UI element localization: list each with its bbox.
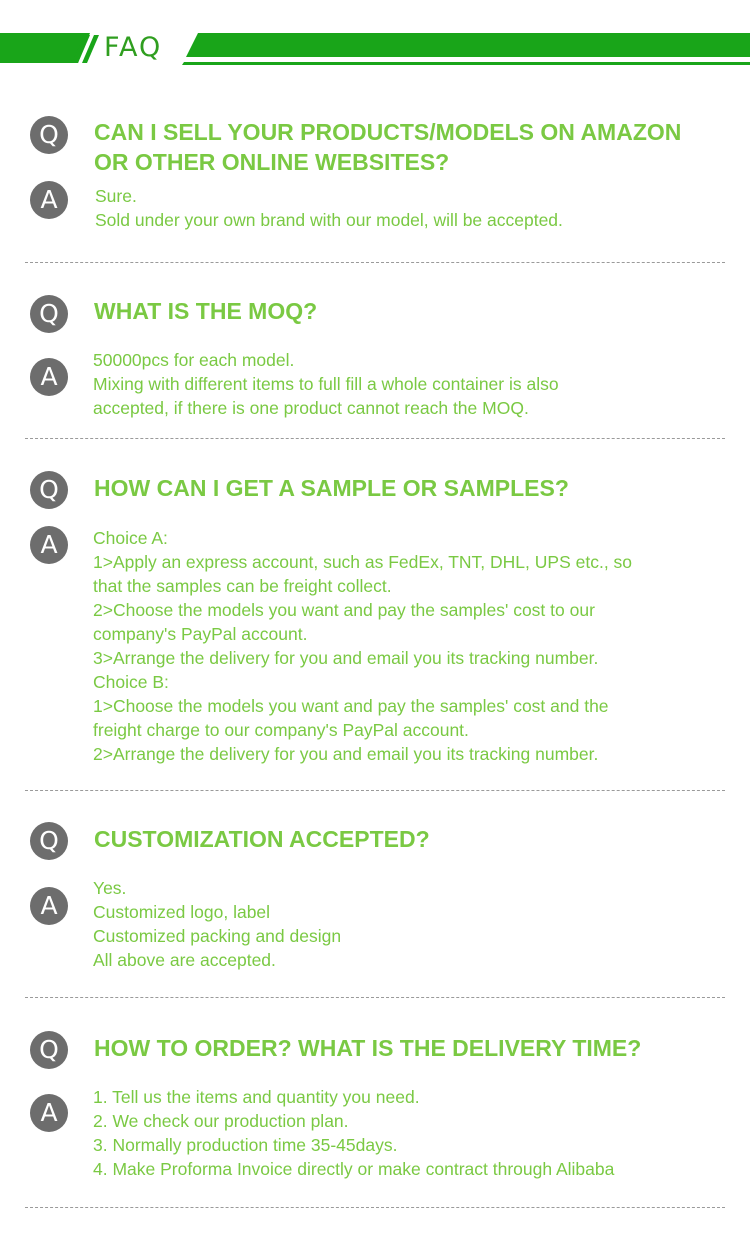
answer-badge: A — [30, 1094, 68, 1132]
section-divider — [25, 438, 725, 439]
answer-text — [95, 184, 670, 232]
answer-line: Customized packing and design — [93, 926, 342, 946]
answer-text — [93, 348, 670, 420]
answer-line: 3. Normally production time 35-45days. — [93, 1135, 398, 1155]
answer-text — [93, 876, 670, 972]
answer-badge: A — [30, 526, 68, 564]
question-text: CAN I SELL YOUR PRODUCTS/MODELS ON AMAZON OR OTHER ONLINE WEBSITES? — [94, 119, 682, 175]
answer-line: All above are accepted. — [93, 950, 276, 970]
answer-line: Choice A: — [93, 528, 168, 548]
answer-line: 4. Make Proforma Invoice directly or make contract through Alibaba — [93, 1159, 615, 1179]
question-text: HOW TO ORDER? WHAT IS THE DELIVERY TIME? — [94, 1035, 642, 1061]
answer-line: 3>Arrange the delivery for you and email you its tracking number. — [93, 648, 599, 668]
section-divider — [25, 997, 725, 998]
answer-line: Sure. — [95, 186, 137, 206]
answer-line: 2>Choose the models you want and pay the samples' cost to our — [93, 600, 595, 620]
answer-line: Yes. — [93, 878, 127, 898]
answer-line: 2. We check our production plan. — [93, 1111, 349, 1131]
section-divider — [25, 790, 725, 791]
answer-line: Choice B: — [93, 672, 169, 692]
answer-line: freight charge to our company's PayPal account. — [93, 720, 469, 740]
answer-line: 1>Apply an express account, such as FedEx, TNT, DHL, UPS etc., so — [93, 552, 633, 572]
question-badge: Q — [30, 471, 68, 509]
question-badge: Q — [30, 295, 68, 333]
answer-badge: A — [30, 358, 68, 396]
question-badge: Q — [30, 116, 68, 154]
answer-line: accepted, if there is one product cannot reach the MOQ. — [93, 398, 529, 418]
answer-line: that the samples can be freight collect. — [93, 576, 392, 596]
answer-badge: A — [30, 887, 68, 925]
answer-line: company's PayPal account. — [93, 624, 308, 644]
question-badge: Q — [30, 1031, 68, 1069]
answer-line: 2>Arrange the delivery for you and email you its tracking number. — [93, 744, 599, 764]
answer-line: Sold under your own brand with our model, will be accepted. — [95, 210, 563, 230]
question-text: HOW CAN I GET A SAMPLE OR SAMPLES? — [94, 475, 569, 501]
answer-text — [93, 1085, 670, 1181]
answer-line: 1. Tell us the items and quantity you need. — [93, 1087, 420, 1107]
answer-badge: A — [30, 181, 68, 219]
answer-line: Customized logo, label — [93, 902, 271, 922]
answer-line: 50000pcs for each model. — [93, 350, 295, 370]
question-text: WHAT IS THE MOQ? — [94, 298, 318, 324]
answer-text — [93, 526, 670, 766]
answer-line: 1>Choose the models you want and pay the samples' cost and the — [93, 696, 609, 716]
faq-banner — [0, 0, 750, 80]
answer-line: Mixing with different items to full fill a whole container is also — [93, 374, 559, 394]
question-badge: Q — [30, 822, 68, 860]
faq-title: FAQ — [104, 32, 163, 63]
question-text: CUSTOMIZATION ACCEPTED? — [94, 826, 430, 852]
section-divider — [25, 262, 725, 263]
section-divider — [25, 1207, 725, 1208]
